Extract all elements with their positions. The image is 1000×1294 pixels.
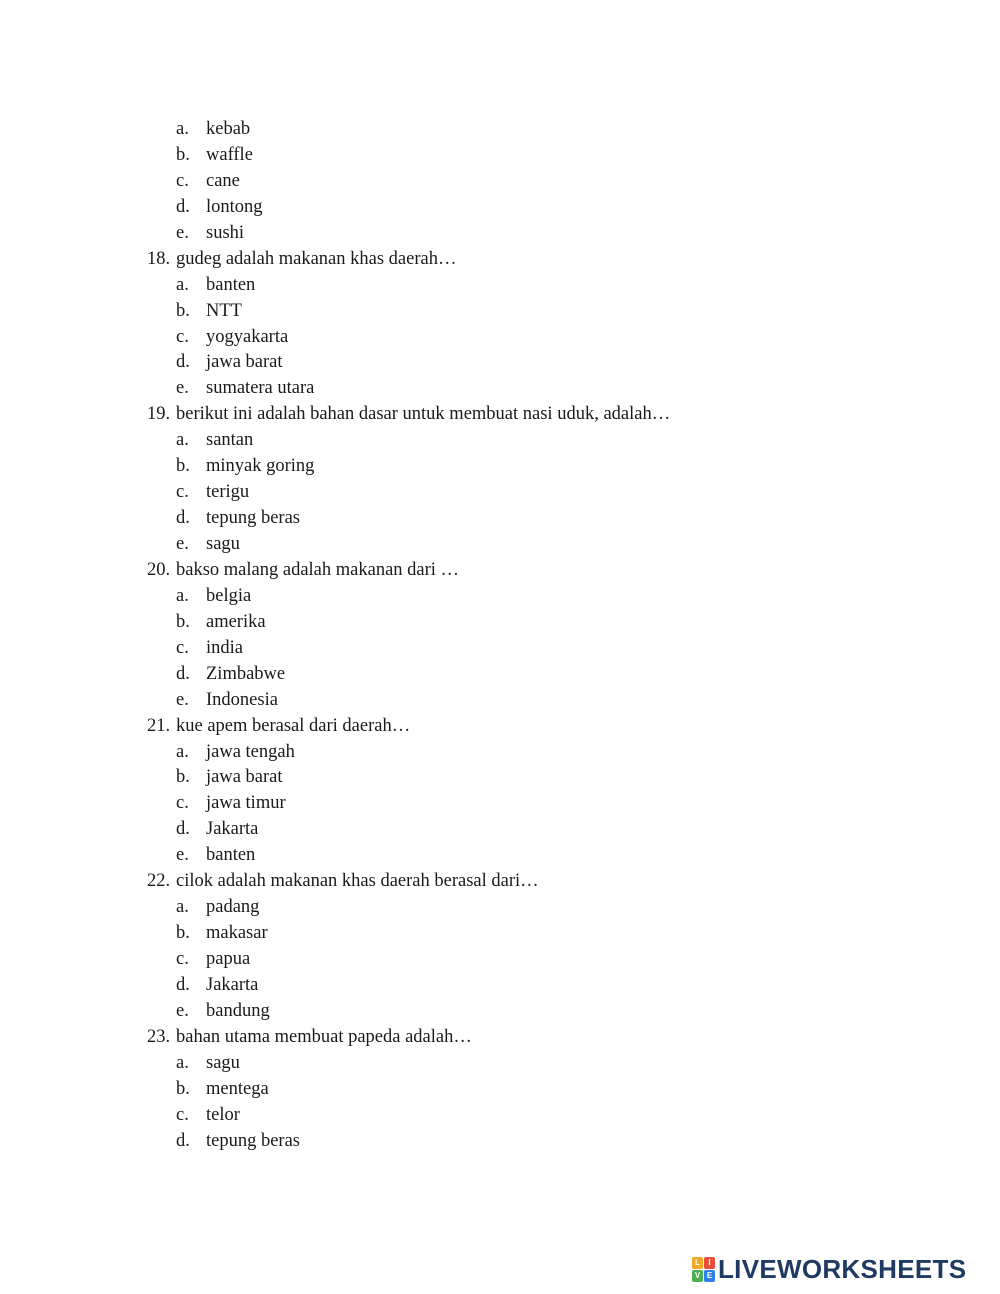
option-text: bandung [206, 1000, 270, 1021]
option-letter: d. [176, 663, 190, 684]
option-text: lontong [206, 196, 263, 217]
question-text: gudeg adalah makanan khas daerah… [176, 248, 457, 269]
option-text: tepung beras [206, 508, 301, 529]
option-letter: d. [176, 974, 190, 995]
option-letter: c. [176, 1104, 189, 1125]
question-number: 20. [147, 559, 171, 580]
answer-option [0, 947, 1000, 973]
option-letter: d. [176, 1130, 190, 1151]
option-text: Zimbabwe [206, 663, 286, 684]
answer-option [0, 610, 1000, 636]
option-text: Jakarta [206, 819, 259, 840]
answer-option [0, 480, 1000, 506]
logo-tile: I [704, 1257, 715, 1269]
option-text: sushi [206, 222, 245, 243]
option-text: jawa barat [206, 352, 283, 373]
option-text: amerika [206, 611, 266, 632]
option-letter: b. [176, 767, 190, 788]
option-letter: b. [176, 144, 190, 165]
option-letter: c. [176, 482, 189, 503]
option-text: Indonesia [206, 689, 278, 710]
liveworksheets-brand [692, 1254, 966, 1284]
question-18 [0, 247, 1000, 273]
answer-option [0, 532, 1000, 558]
option-letter: e. [176, 845, 189, 866]
option-text: NTT [206, 300, 242, 321]
option-letter: a. [176, 430, 189, 451]
option-letter: c. [176, 949, 189, 969]
option-letter: e. [176, 689, 189, 710]
answer-option [0, 1103, 1000, 1129]
option-text: india [206, 637, 243, 658]
option-text: telor [206, 1104, 240, 1125]
logo-tile: L [692, 1257, 703, 1269]
question-22 [0, 869, 1000, 895]
option-letter: b. [176, 300, 190, 321]
answer-option [0, 1129, 1000, 1155]
brand-text: LIVEWORKSHEETS [718, 1254, 967, 1284]
option-text: kebab [206, 119, 251, 139]
answer-option [0, 376, 1000, 402]
option-text: sagu [206, 534, 240, 554]
answer-option [0, 1077, 1000, 1103]
question-number: 22. [147, 871, 171, 892]
option-letter: e. [176, 222, 189, 243]
answer-option [0, 895, 1000, 921]
question-number: 18. [147, 248, 171, 269]
option-text: sumatera utara [206, 378, 315, 399]
answer-option [0, 636, 1000, 662]
answer-option [0, 454, 1000, 480]
option-text: waffle [206, 144, 253, 165]
answer-option [0, 325, 1000, 351]
answer-option [0, 817, 1000, 843]
answer-option [0, 688, 1000, 714]
answer-option [0, 169, 1000, 195]
answer-option [0, 662, 1000, 688]
answer-option [0, 584, 1000, 610]
option-letter: c. [176, 637, 189, 658]
question-text: bakso malang adalah makanan dari … [176, 559, 460, 580]
answer-option [0, 999, 1000, 1025]
option-letter: a. [176, 274, 189, 295]
option-text: terigu [206, 482, 250, 503]
option-text: makasar [206, 923, 268, 944]
answer-option [0, 765, 1000, 791]
question-20 [0, 558, 1000, 584]
question-text: bahan utama membuat papeda adalah… [176, 1026, 472, 1047]
option-text: jawa tengah [206, 741, 295, 762]
logo-tile: E [704, 1270, 715, 1282]
option-letter: a. [176, 1052, 189, 1073]
option-letter: d. [176, 196, 190, 217]
option-text: yogyakarta [206, 326, 289, 347]
option-letter: d. [176, 508, 190, 529]
answer-option [0, 350, 1000, 376]
option-letter: a. [176, 897, 189, 918]
answer-option [0, 791, 1000, 817]
option-letter: c. [176, 326, 189, 347]
question-text: cilok adalah makanan khas daerah berasal dari… [176, 871, 539, 892]
option-text: minyak goring [206, 456, 315, 477]
option-text: cane [206, 170, 240, 191]
option-text: sagu [206, 1052, 240, 1073]
answer-option [0, 195, 1000, 221]
option-text: papua [206, 949, 251, 969]
option-letter: a. [176, 741, 189, 762]
option-letter: d. [176, 352, 190, 373]
question-text: kue apem berasal dari daerah… [176, 715, 411, 736]
answer-option [0, 143, 1000, 169]
answer-option [0, 921, 1000, 947]
question-19 [0, 402, 1000, 428]
option-text: santan [206, 430, 254, 451]
option-letter: a. [176, 119, 189, 139]
option-letter: d. [176, 819, 190, 840]
option-text: jawa timur [206, 793, 286, 814]
option-letter: b. [176, 1078, 190, 1099]
question-23 [0, 1025, 1000, 1051]
answer-option [0, 1051, 1000, 1077]
option-text: banten [206, 845, 256, 866]
liveworksheets-logo-icon [692, 1257, 714, 1281]
option-text: mentega [206, 1078, 269, 1099]
option-letter: e. [176, 1000, 189, 1021]
question-number: 23. [147, 1026, 171, 1047]
worksheet-page [0, 117, 1000, 1155]
question-number: 19. [147, 404, 171, 425]
option-letter: b. [176, 456, 190, 477]
option-text: padang [206, 897, 260, 918]
answer-option [0, 273, 1000, 299]
answer-option [0, 973, 1000, 999]
option-letter: c. [176, 793, 189, 814]
answer-option [0, 117, 1000, 143]
option-letter: b. [176, 611, 190, 632]
option-letter: a. [176, 585, 189, 606]
question-number: 21. [147, 715, 171, 736]
logo-tile: V [692, 1270, 703, 1282]
option-text: jawa barat [206, 767, 283, 788]
question-text: berikut ini adalah bahan dasar untuk membuat nasi uduk, adalah… [176, 404, 671, 425]
option-text: tepung beras [206, 1130, 301, 1151]
answer-option [0, 428, 1000, 454]
question-21 [0, 714, 1000, 740]
option-text: belgia [206, 585, 252, 606]
option-text: Jakarta [206, 974, 259, 995]
answer-option [0, 299, 1000, 325]
answer-option [0, 221, 1000, 247]
answer-option [0, 740, 1000, 766]
option-letter: e. [176, 378, 189, 399]
option-letter: c. [176, 170, 189, 191]
option-text: banten [206, 274, 256, 295]
option-letter: b. [176, 923, 190, 944]
answer-option [0, 843, 1000, 869]
option-letter: e. [176, 534, 189, 554]
answer-option [0, 506, 1000, 532]
